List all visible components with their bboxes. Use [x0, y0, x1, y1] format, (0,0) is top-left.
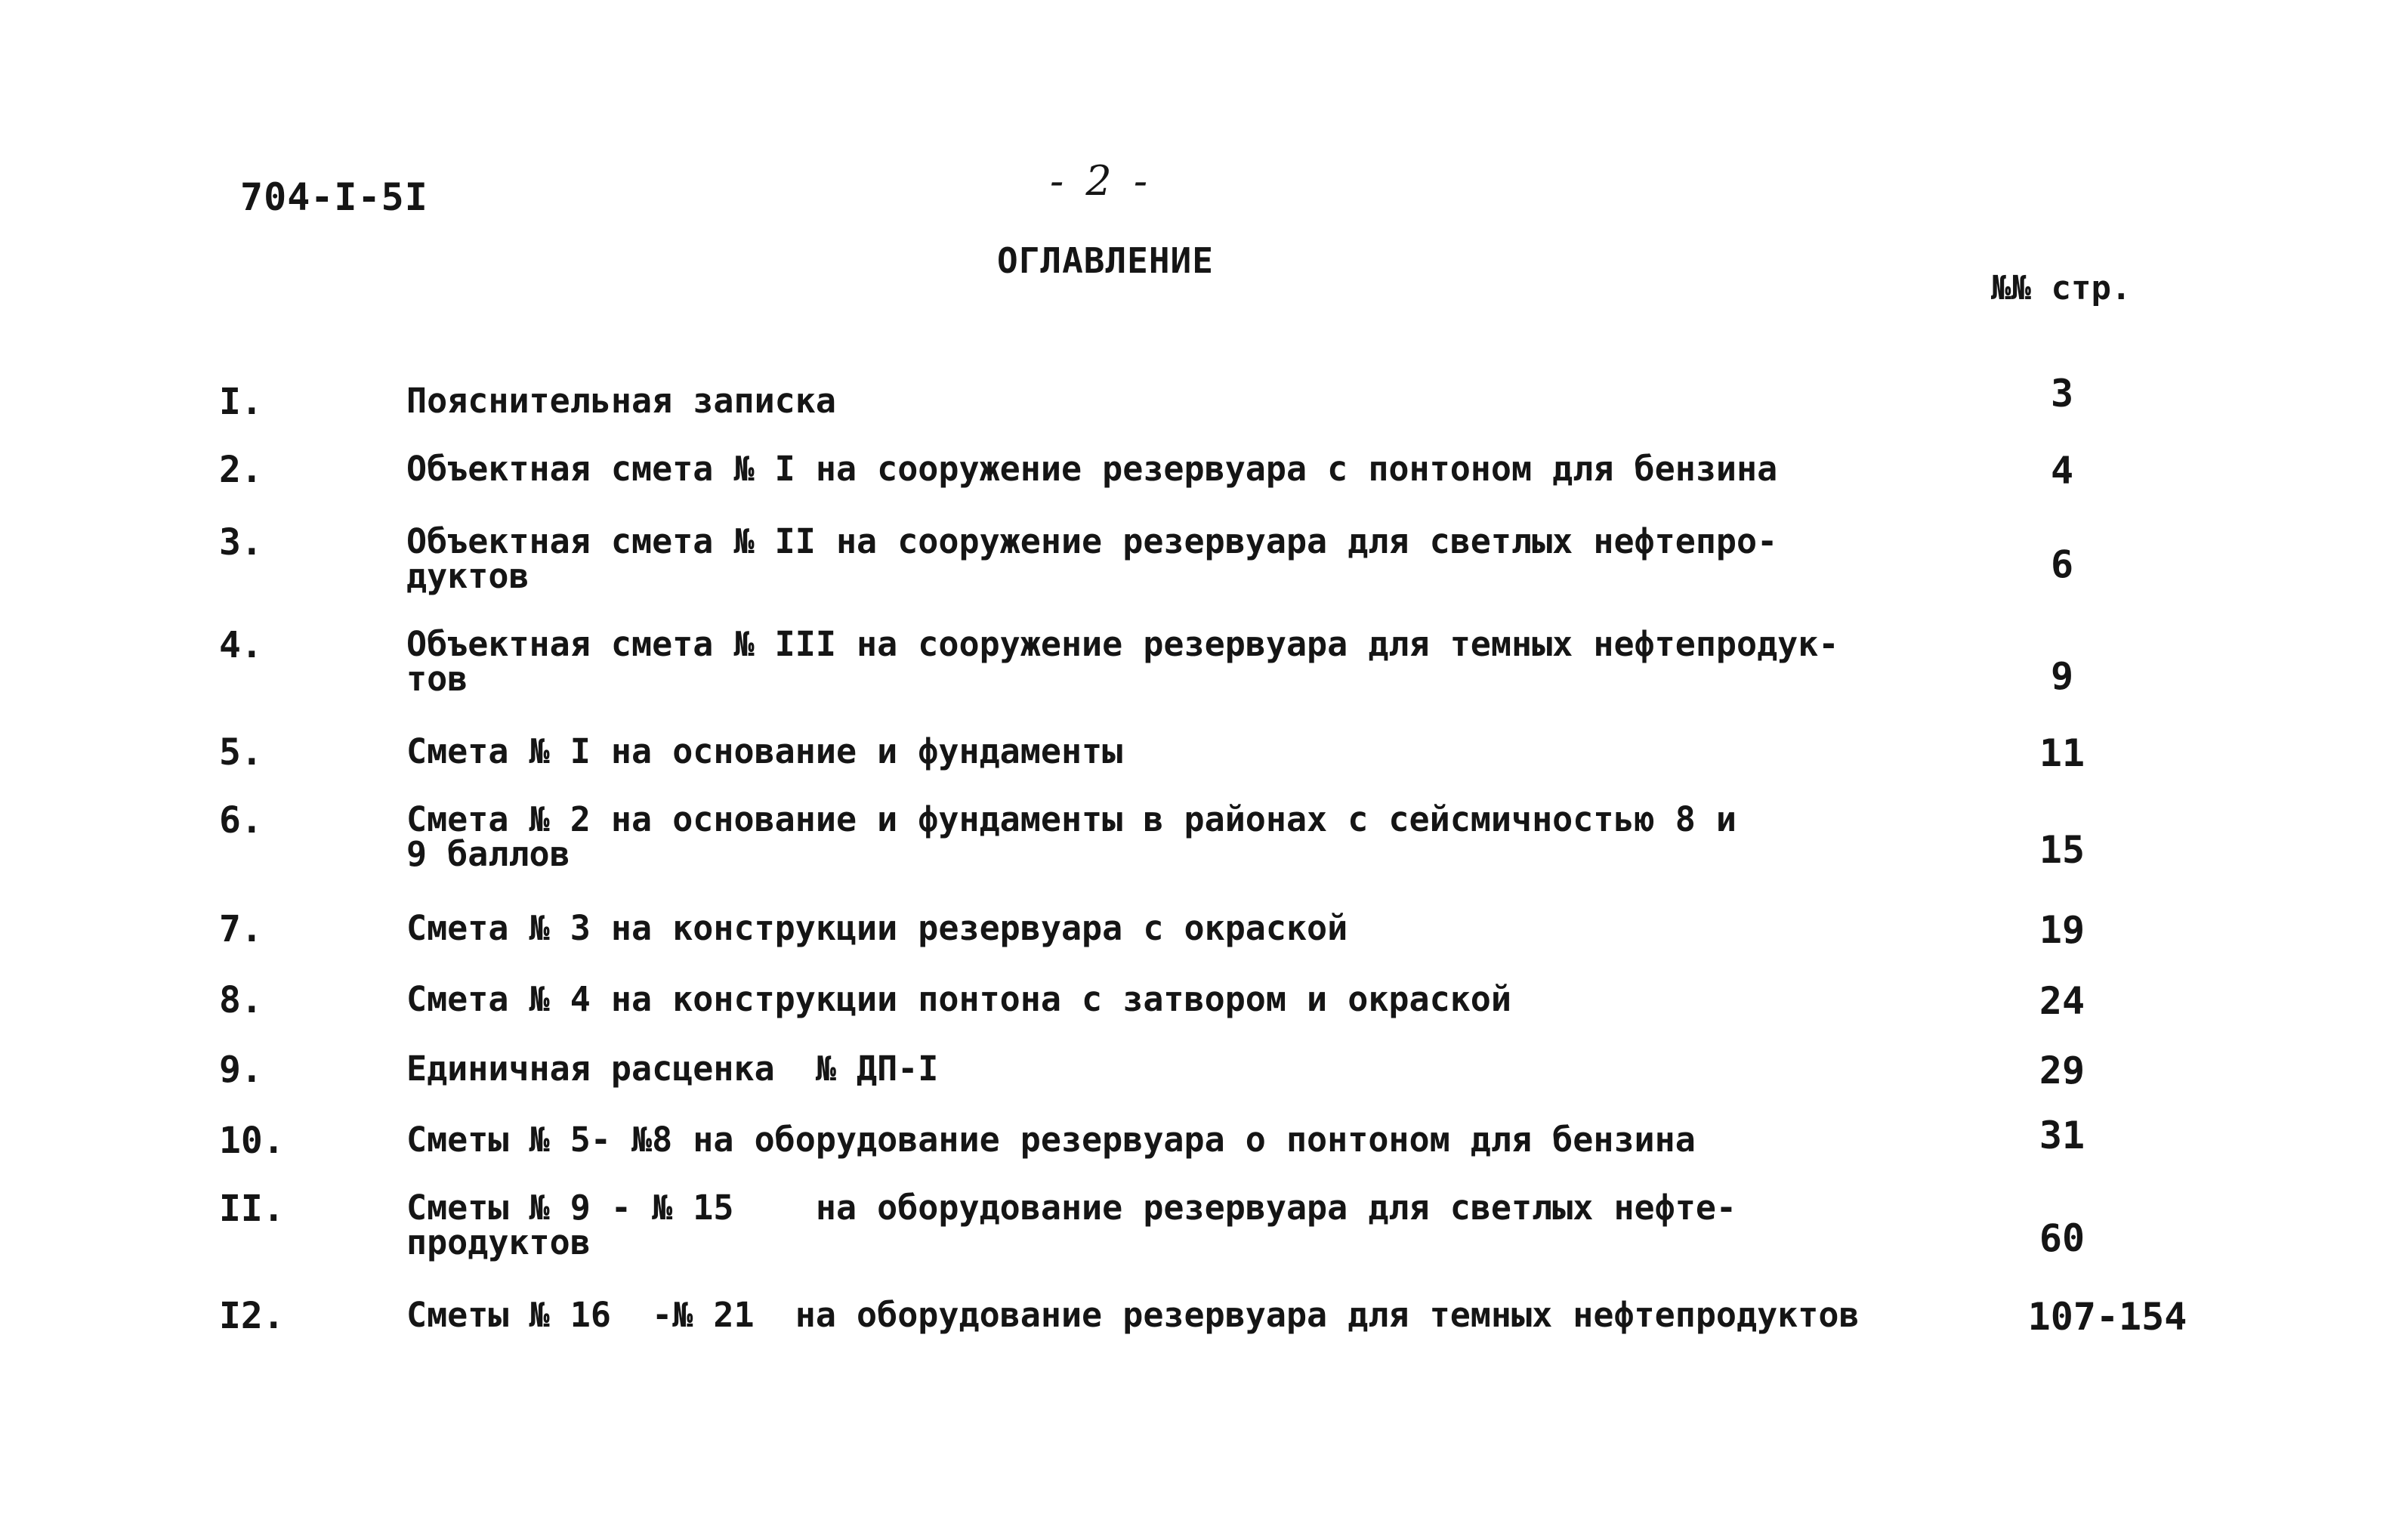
entry-page: 19: [2039, 908, 2085, 952]
entry-title: Смета № 3 на конструкции резервуара с окраской: [406, 908, 1348, 948]
entry-title: Смета № 4 на конструкции понтона с затвором и окраской: [406, 979, 1511, 1019]
entry-page: 6: [2050, 542, 2074, 586]
page-number: - 2 -: [1050, 157, 1153, 205]
entry-number: 4.: [219, 624, 263, 666]
entry-page: 60: [2039, 1216, 2085, 1260]
entry-number: 7.: [219, 908, 263, 950]
entry-title: Объектная смета № I на сооружение резервуара с понтоном для бензина: [406, 449, 1778, 489]
entry-number: 2.: [219, 449, 263, 491]
entry-page: 107-154: [2027, 1295, 2187, 1339]
toc-title: ОГЛАВЛЕНИЕ: [997, 240, 1214, 281]
entry-title: Смета № 2 на основание и фундаменты в районах с сейсмичностью 8 и 9 баллов: [406, 799, 1737, 874]
entry-title: Смета № I на основание и фундаменты: [406, 731, 1123, 771]
entry-page: 15: [2039, 828, 2085, 872]
entry-title: Сметы № 16 -№ 21 на оборудование резервуара для темных нефтепродуктов: [406, 1295, 1860, 1335]
entry-title: Единичная расценка № ДП-I: [406, 1049, 939, 1089]
entry-number: I.: [219, 381, 263, 423]
document-code: 704-I-5I: [240, 175, 428, 219]
entry-number: I2.: [219, 1295, 285, 1337]
entry-page: 3: [2050, 372, 2074, 416]
entry-number: 10.: [219, 1120, 285, 1162]
entry-title: Сметы № 9 - № 15 на оборудование резервуара для светлых нефте- продуктов: [406, 1188, 1737, 1262]
entry-number: 8.: [219, 979, 263, 1021]
entry-page: 31: [2039, 1114, 2085, 1157]
entry-page: 29: [2039, 1049, 2085, 1092]
entry-title: Объектная смета № III на сооружение резервуара для темных нефтепродук- тов: [406, 624, 1839, 699]
entry-page: 11: [2039, 731, 2085, 775]
entry-number: 3.: [219, 521, 263, 564]
entry-page: 24: [2039, 979, 2085, 1023]
entry-page: 9: [2050, 654, 2074, 698]
entry-page: 4: [2050, 449, 2074, 493]
entry-number: II.: [219, 1188, 285, 1230]
entry-title: Пояснительная записка: [406, 381, 836, 421]
entry-number: 9.: [219, 1049, 263, 1091]
page-column-header: №№ стр.: [1991, 269, 2132, 307]
entry-number: 6.: [219, 799, 263, 842]
entry-title: Сметы № 5- №8 на оборудование резервуара о понтоном для бензина: [406, 1120, 1696, 1160]
entry-number: 5.: [219, 731, 263, 774]
entry-title: Объектная смета № II на сооружение резервуара для светлых нефтепро- дуктов: [406, 521, 1778, 596]
